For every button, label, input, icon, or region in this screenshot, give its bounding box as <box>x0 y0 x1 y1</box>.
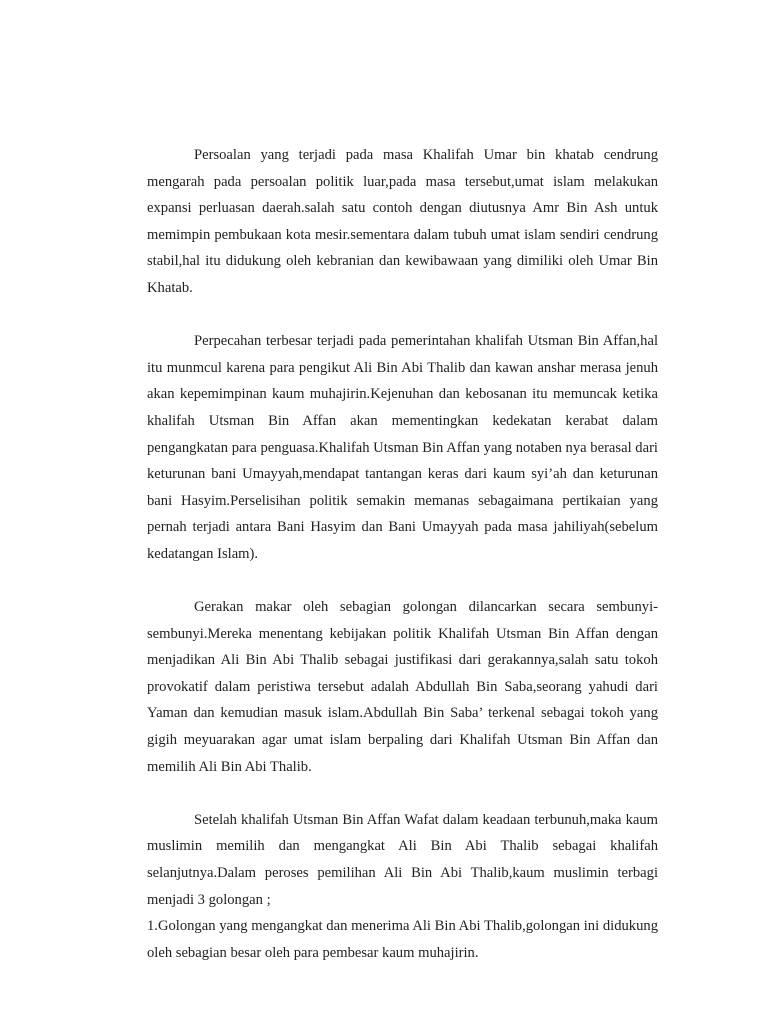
document-body <box>147 142 658 966</box>
list-item-first-group: 1.Golongan yang mengangkat dan menerima Ali Bin Abi Thalib,golongan ini didukung oleh sebagian besar oleh para pembesar kaum muhajirin. <box>147 918 658 961</box>
paragraph-rebellion: Gerakan makar oleh sebagian golongan dilancarkan secara sembunyi-sembunyi.Mereka menentang kebijakan politik Khalifah Utsman Bin Affan dengan menjadikan Ali Bin Abi Thalib sebagai justifikasi dari gerakannya,salah satu tokoh provokatif dalam peristiwa tersebut adalah Abdullah Bin Saba,seorang yahudi dari Yaman dan kemudian masuk islam.Abdullah Bin Saba’ terkenal sebagai tokoh yang gigih meyuarakan agar umat islam berpaling dari Khalifah Utsman Bin Affan dan memilih Ali Bin Abi Thalib. <box>147 599 658 775</box>
paragraph-umar: Persoalan yang terjadi pada masa Khalifah Umar bin khatab cendrung mengarah pada persoalan politik luar,pada masa tersebut,umat islam melakukan expansi perluasan daerah.salah satu contoh dengan diutusnya Amr Bin Ash untuk memimpin pembukaan kota mesir.sementara dalam tubuh umat islam sendiri cendrung stabil,hal itu didukung oleh kebranian dan kewibawaan yang dimiliki oleh Umar Bin Khatab. <box>147 147 658 296</box>
paragraph-ali-election: Setelah khalifah Utsman Bin Affan Wafat dalam keadaan terbunuh,maka kaum muslimin memilih dan mengangkat Ali Bin Abi Thalib sebagai khalifah selanjutnya.Dalam peroses pemilihan Ali Bin Abi Thalib,kaum muslimin terbagi menjadi 3 golongan ; <box>147 811 658 908</box>
paragraph-utsman-division: Perpecahan terbesar terjadi pada pemerintahan khalifah Utsman Bin Affan,hal itu munmcul karena para pengikut Ali Bin Abi Thalib dan kawan anshar merasa jenuh akan kepemimpinan kaum muhajirin.Kejenuhan dan kebosanan itu memuncak ketika khalifah Utsman Bin Affan akan mementingkan kedekatan kerabat dalam pengangkatan para penguasa.Khalifah Utsman Bin Affan yang notaben nya berasal dari keturunan bani Umayyah,mendapat tantangan keras dari kaum syi’ah dan keturunan bani Hasyim.Perselisihan politik semakin memanas sebagaimana pertikaian yang pernah terjadi antara Bani Hasyim dan Bani Umayyah pada masa jahiliyah(sebelum kedatangan Islam). <box>147 333 658 562</box>
